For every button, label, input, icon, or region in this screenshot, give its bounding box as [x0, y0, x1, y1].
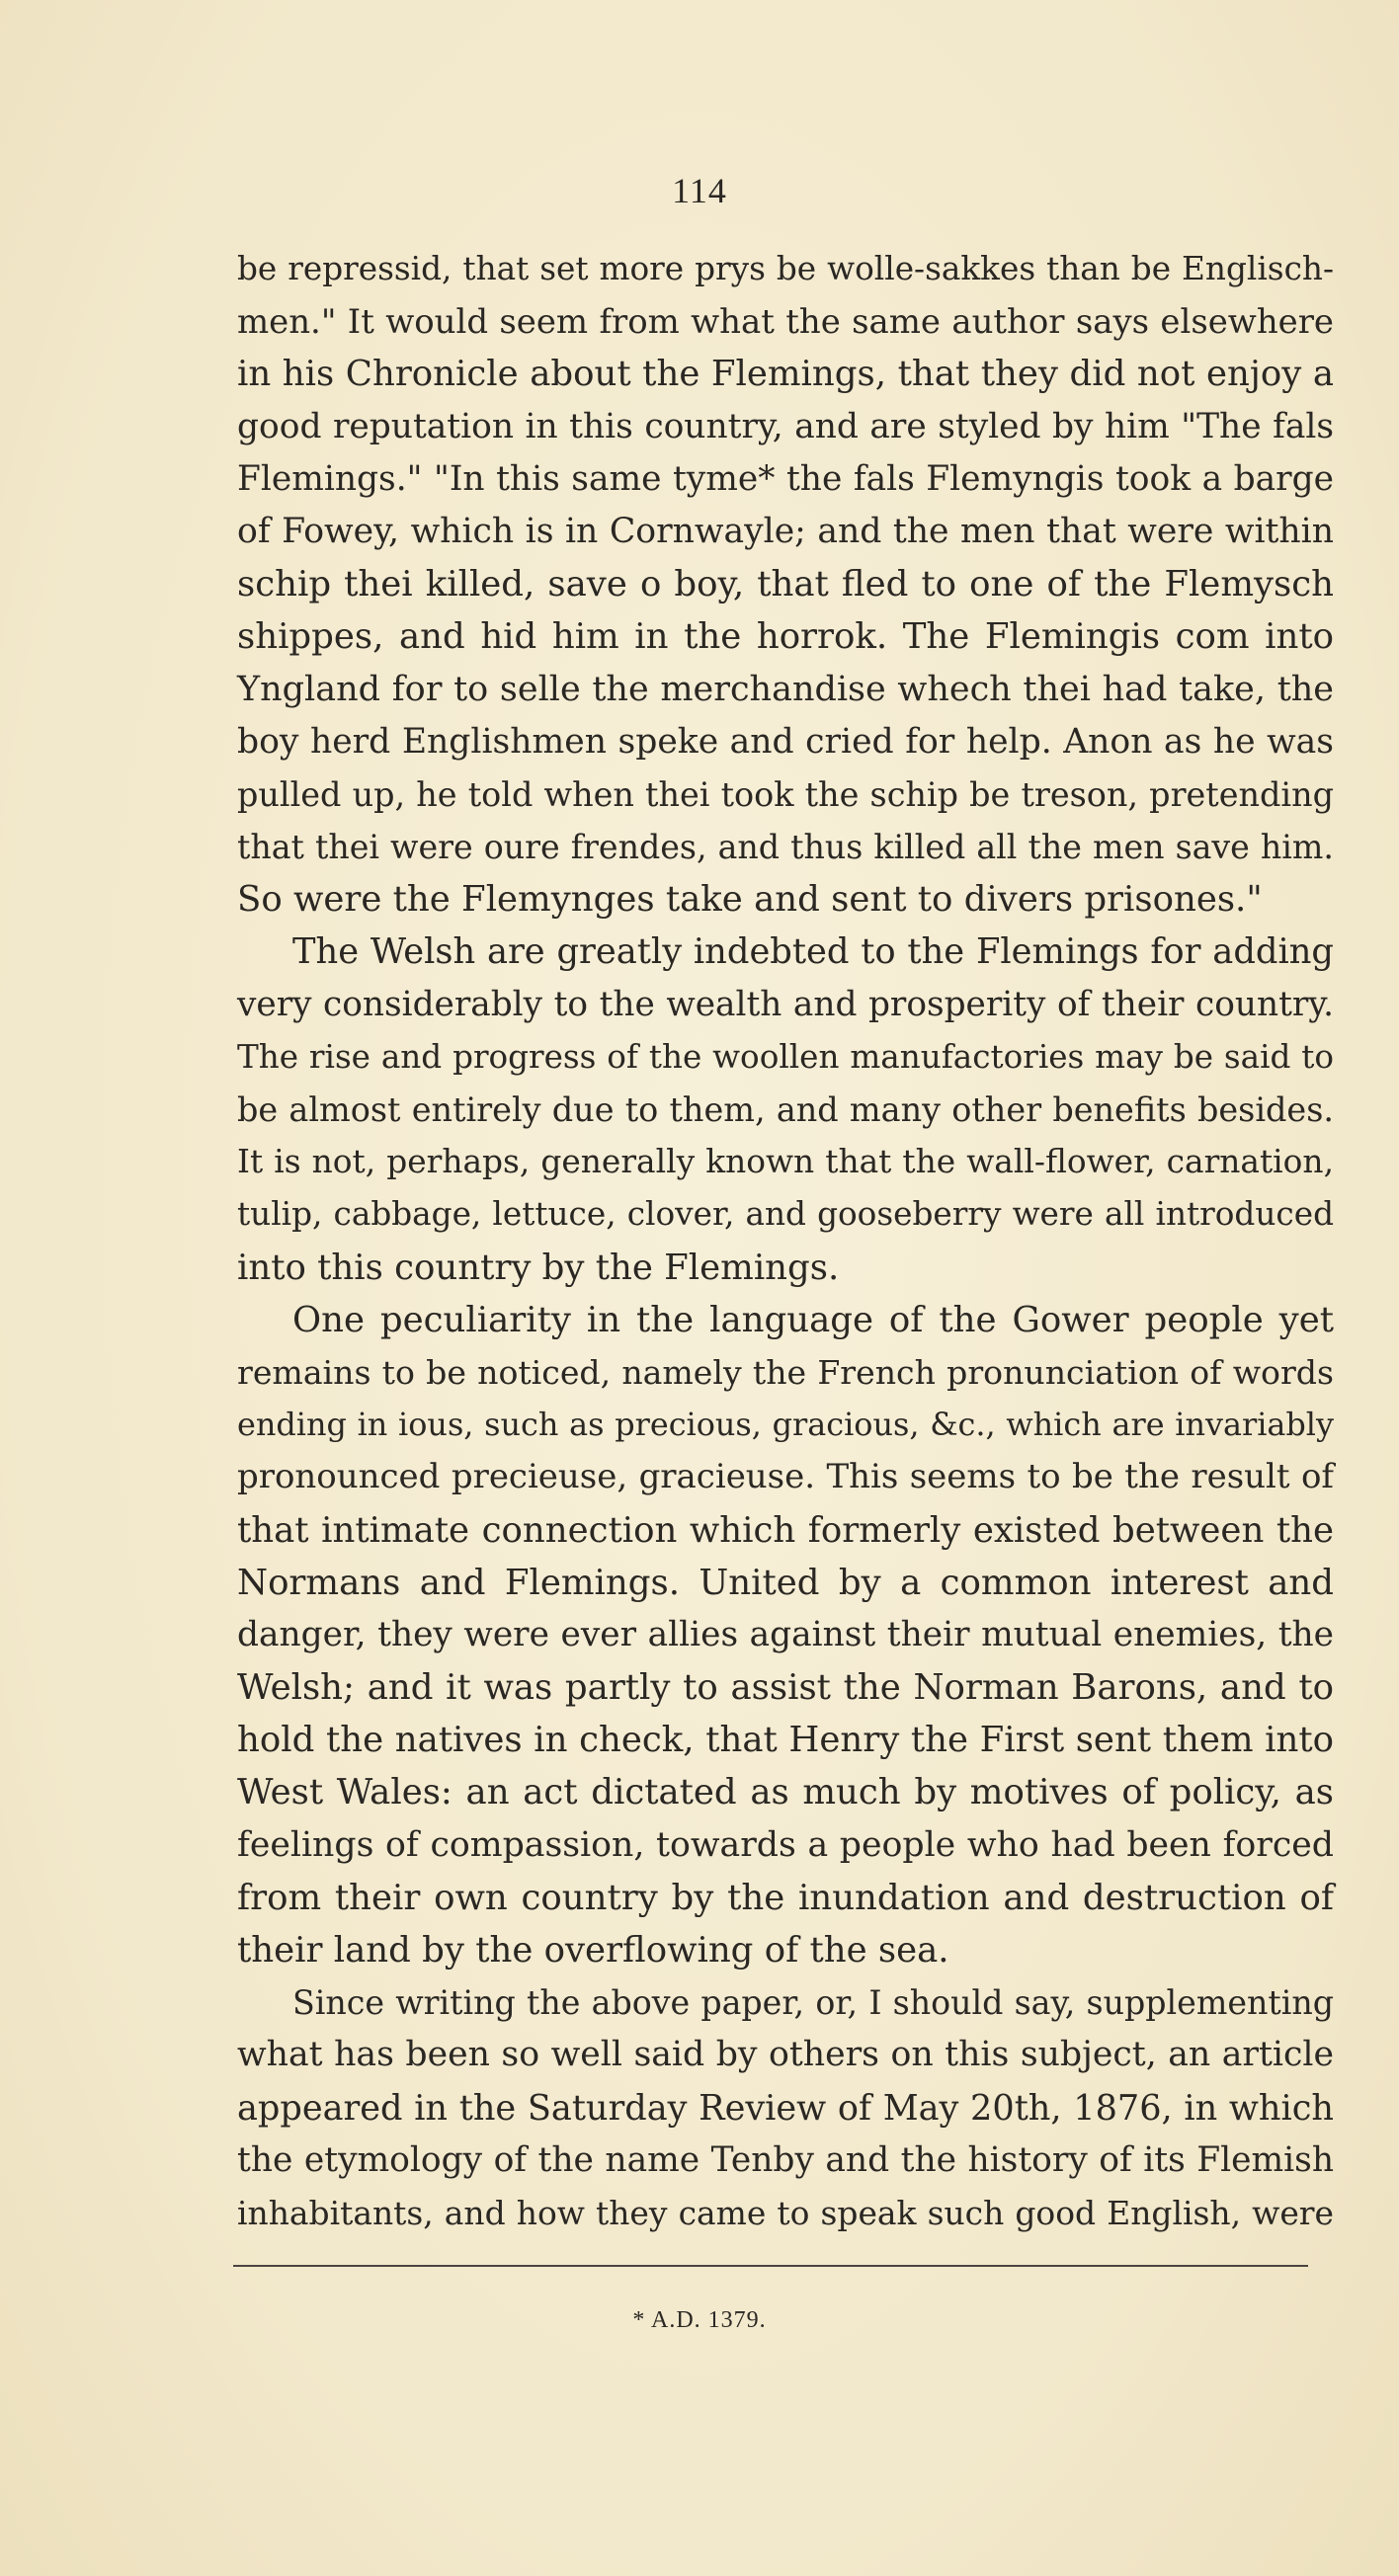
- text-line: be repressid, that set more prys be wolle-sakkes than be Englisch-: [237, 250, 1334, 287]
- text-line: Since writing the above paper, or, I should say, supplementing: [292, 1983, 1334, 2023]
- text-line: shippes, and hid him in the horrok. The Flemingis com into: [237, 616, 1334, 658]
- text-line: danger, they were ever allies against their mutual enemies, the: [237, 1614, 1334, 1654]
- text-line: from their own country by the inundation and destruction of: [237, 1877, 1334, 1918]
- text-line: be almost entirely due to them, and many other benefits besides.: [237, 1090, 1334, 1129]
- text-line: in his Chronicle about the Flemings, that they did not enjoy a: [237, 354, 1334, 395]
- text-line: feelings of compassion, towards a people who had been forced: [237, 1824, 1334, 1865]
- text-line: The rise and progress of the woollen manufactories may be said to: [237, 1037, 1334, 1076]
- text-line: pronounced precieuse, gracieuse. This seems to be the result of: [237, 1457, 1334, 1497]
- footnote-rule: [233, 2265, 1308, 2267]
- text-line: remains to be noticed, namely the French pronunciation of words: [237, 1352, 1334, 1392]
- text-line: very considerably to the wealth and prosperity of their country.: [237, 984, 1334, 1024]
- text-line: men." It would seem from what the same author says elsewhere: [237, 302, 1334, 342]
- text-line: tulip, cabbage, lettuce, clover, and gooseberry were all introduced: [237, 1195, 1334, 1234]
- text-line: Yngland for to selle the merchandise whech thei had take, the: [237, 669, 1334, 709]
- text-line: the etymology of the name Tenby and the history of its Flemish: [237, 2139, 1334, 2180]
- text-line: ending in ious, such as precious, gracious, &c., which are invariably: [237, 1406, 1334, 1444]
- text-line: Flemings." "In this same tyme* the fals Flemyngis took a barge: [237, 458, 1334, 499]
- text-line: hold the natives in check, that Henry the First sent them into: [237, 1720, 1334, 1761]
- text-line: appeared in the Saturday Review of May 20th, 1876, in which: [237, 2087, 1334, 2129]
- text-line: into this country by the Flemings.: [237, 1247, 840, 1288]
- text-line: of Fowey, which is in Cornwayle; and the men that were within: [237, 511, 1334, 551]
- text-line: that intimate connection which formerly existed between the: [237, 1509, 1334, 1551]
- text-line: West Wales: an act dictated as much by motives of policy, as: [237, 1772, 1334, 1813]
- text-line: It is not, perhaps, generally known that the wall-flower, carnation,: [237, 1143, 1334, 1181]
- text-line: that thei were oure frendes, and thus killed all the men save him.: [237, 828, 1334, 867]
- text-line: boy herd Englishmen speke and cried for help. Anon as he was: [237, 721, 1334, 762]
- text-line: One peculiarity in the language of the Gower people yet: [292, 1299, 1334, 1340]
- text-line: Welsh; and it was partly to assist the Norman Barons, and to: [237, 1667, 1334, 1709]
- page-number: 114: [672, 171, 727, 210]
- text-line: inhabitants, and how they came to speak such good English, were: [237, 2193, 1334, 2232]
- text-line: So were the Flemynges take and sent to divers prisones.": [237, 879, 1263, 921]
- text-line: The Welsh are greatly indebted to the Flemings for adding: [292, 931, 1334, 973]
- text-line: their land by the overflowing of the sea.: [237, 1930, 949, 1971]
- body-text: [237, 243, 1334, 2239]
- text-line: good reputation in this country, and are styled by him "The fals: [237, 406, 1334, 446]
- text-line: schip thei killed, save o boy, that fled to one of the Flemysch: [237, 564, 1334, 605]
- footnote: * A.D. 1379.: [632, 2307, 767, 2333]
- text-line: pulled up, he told when thei took the schip be treson, pretending: [237, 774, 1334, 814]
- text-line: Normans and Flemings. United by a common interest and: [237, 1562, 1334, 1603]
- text-line: what has been so well said by others on this subject, an article: [237, 2035, 1334, 2075]
